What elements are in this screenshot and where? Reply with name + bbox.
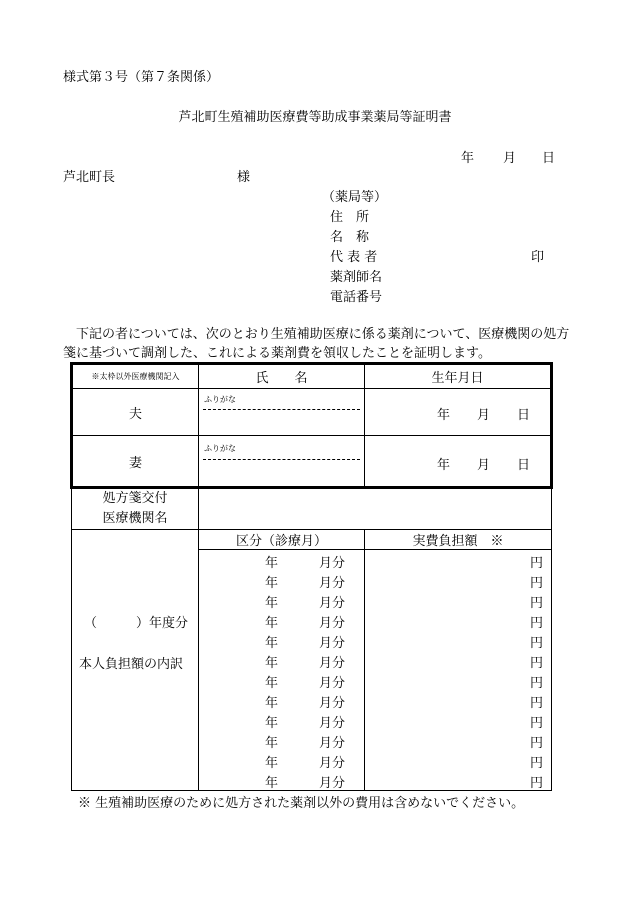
month-row-year: 年 bbox=[265, 656, 279, 671]
month-row-year: 年 bbox=[265, 716, 279, 731]
month-row-year: 年 bbox=[265, 556, 279, 571]
month-row-year: 年 bbox=[265, 616, 279, 631]
month-row-yen: 円 bbox=[530, 776, 544, 791]
note-cell: ※太枠以外医療機関記入 bbox=[91, 372, 180, 381]
wife-birth-month: 月 bbox=[477, 458, 491, 473]
husband-birth-year: 年 bbox=[437, 408, 451, 423]
institution-label-line1: 処方箋交付 bbox=[102, 491, 168, 506]
month-row-month: 月分 bbox=[319, 676, 346, 691]
month-row-month: 月分 bbox=[319, 596, 346, 611]
footnote: ※ 生殖補助医療のために処方された薬剤以外の費用は含めないでください。 bbox=[78, 796, 525, 811]
document-title: 芦北町生殖補助医療費等助成事業薬局等証明書 bbox=[178, 110, 452, 125]
wife-furigana-label: ふりがな bbox=[204, 444, 236, 453]
thick-right bbox=[550, 362, 553, 489]
category-header: 区分（診療月） bbox=[235, 534, 327, 549]
name-label: 名 称 bbox=[330, 230, 370, 245]
representative-label: 代 表 者 bbox=[330, 250, 378, 265]
pharmacy-heading: （薬局等） bbox=[322, 190, 388, 205]
month-row-month: 月分 bbox=[319, 656, 346, 671]
form-number: 様式第３号（第７条関係） bbox=[63, 70, 220, 85]
outer-bottom bbox=[71, 790, 552, 791]
date-day: 日 bbox=[542, 151, 556, 166]
month-row-month: 月分 bbox=[319, 776, 346, 791]
month-row-month: 月分 bbox=[319, 756, 346, 771]
month-row-month: 月分 bbox=[319, 716, 346, 731]
month-row-yen: 円 bbox=[530, 736, 544, 751]
h-line-4 bbox=[198, 549, 551, 550]
furigana-line-wife bbox=[203, 459, 360, 460]
month-row-year: 年 bbox=[265, 596, 279, 611]
husband-birth-day: 日 bbox=[517, 408, 531, 423]
month-row-month: 月分 bbox=[319, 636, 346, 651]
month-row-year: 年 bbox=[265, 576, 279, 591]
month-row-yen: 円 bbox=[530, 596, 544, 611]
month-row-yen: 円 bbox=[530, 656, 544, 671]
husband-furigana-label: ふりがな bbox=[204, 395, 236, 404]
month-row-yen: 円 bbox=[530, 556, 544, 571]
month-row-yen: 円 bbox=[530, 636, 544, 651]
month-row-month: 月分 bbox=[319, 736, 346, 751]
month-row-year: 年 bbox=[265, 636, 279, 651]
phone-label: 電話番号 bbox=[330, 290, 383, 305]
institution-label bbox=[72, 489, 198, 529]
outer-right bbox=[551, 489, 552, 791]
husband-birth-month: 月 bbox=[477, 408, 491, 423]
month-row-yen: 円 bbox=[530, 696, 544, 711]
seal-mark: 印 bbox=[531, 250, 545, 265]
month-row-month: 月分 bbox=[319, 576, 346, 591]
v-line-1 bbox=[198, 365, 199, 790]
wife-birth-day: 日 bbox=[517, 458, 531, 473]
name-header: 氏 名 bbox=[255, 371, 308, 386]
wife-birth-year: 年 bbox=[437, 458, 451, 473]
date-month: 月 bbox=[503, 151, 517, 166]
pharmacist-label: 薬剤師名 bbox=[330, 270, 383, 285]
month-row-year: 年 bbox=[265, 696, 279, 711]
breakdown-label: 本人負担額の内訳 bbox=[79, 657, 184, 672]
v-line-2b bbox=[364, 529, 365, 790]
furigana-line-husband bbox=[203, 409, 360, 410]
institution-label-line2: 医療機関名 bbox=[102, 511, 168, 526]
month-row-yen: 円 bbox=[530, 576, 544, 591]
month-row-yen: 円 bbox=[530, 716, 544, 731]
month-row-year: 年 bbox=[265, 756, 279, 771]
outer-left bbox=[71, 489, 72, 791]
birth-header: 生年月日 bbox=[431, 371, 484, 386]
addressee: 芦北町長 bbox=[63, 170, 116, 185]
month-row-month: 月分 bbox=[319, 616, 346, 631]
amount-header: 実費負担額 ※ bbox=[412, 534, 504, 549]
intro-paragraph: 下記の者については、次のとおり生殖補助医療に係る薬剤について、医療機関の処方箋に基づいて調剤した、これによる薬剤費を領収したことを証明します。 bbox=[63, 327, 570, 361]
husband-label: 夫 bbox=[128, 406, 142, 422]
address-label: 住 所 bbox=[330, 210, 370, 225]
month-row-year: 年 bbox=[265, 736, 279, 751]
month-row-yen: 円 bbox=[530, 756, 544, 771]
month-row-year: 年 bbox=[265, 776, 279, 791]
month-row-yen: 円 bbox=[530, 676, 544, 691]
month-row-month: 月分 bbox=[319, 696, 346, 711]
fiscal-year-label: （ ）年度分 bbox=[84, 616, 189, 631]
addressee-honorific: 様 bbox=[237, 170, 251, 185]
month-row-year: 年 bbox=[265, 676, 279, 691]
wife-label: 妻 bbox=[128, 455, 142, 471]
month-row-month: 月分 bbox=[319, 556, 346, 571]
date-year: 年 bbox=[461, 151, 475, 166]
month-row-yen: 円 bbox=[530, 616, 544, 631]
